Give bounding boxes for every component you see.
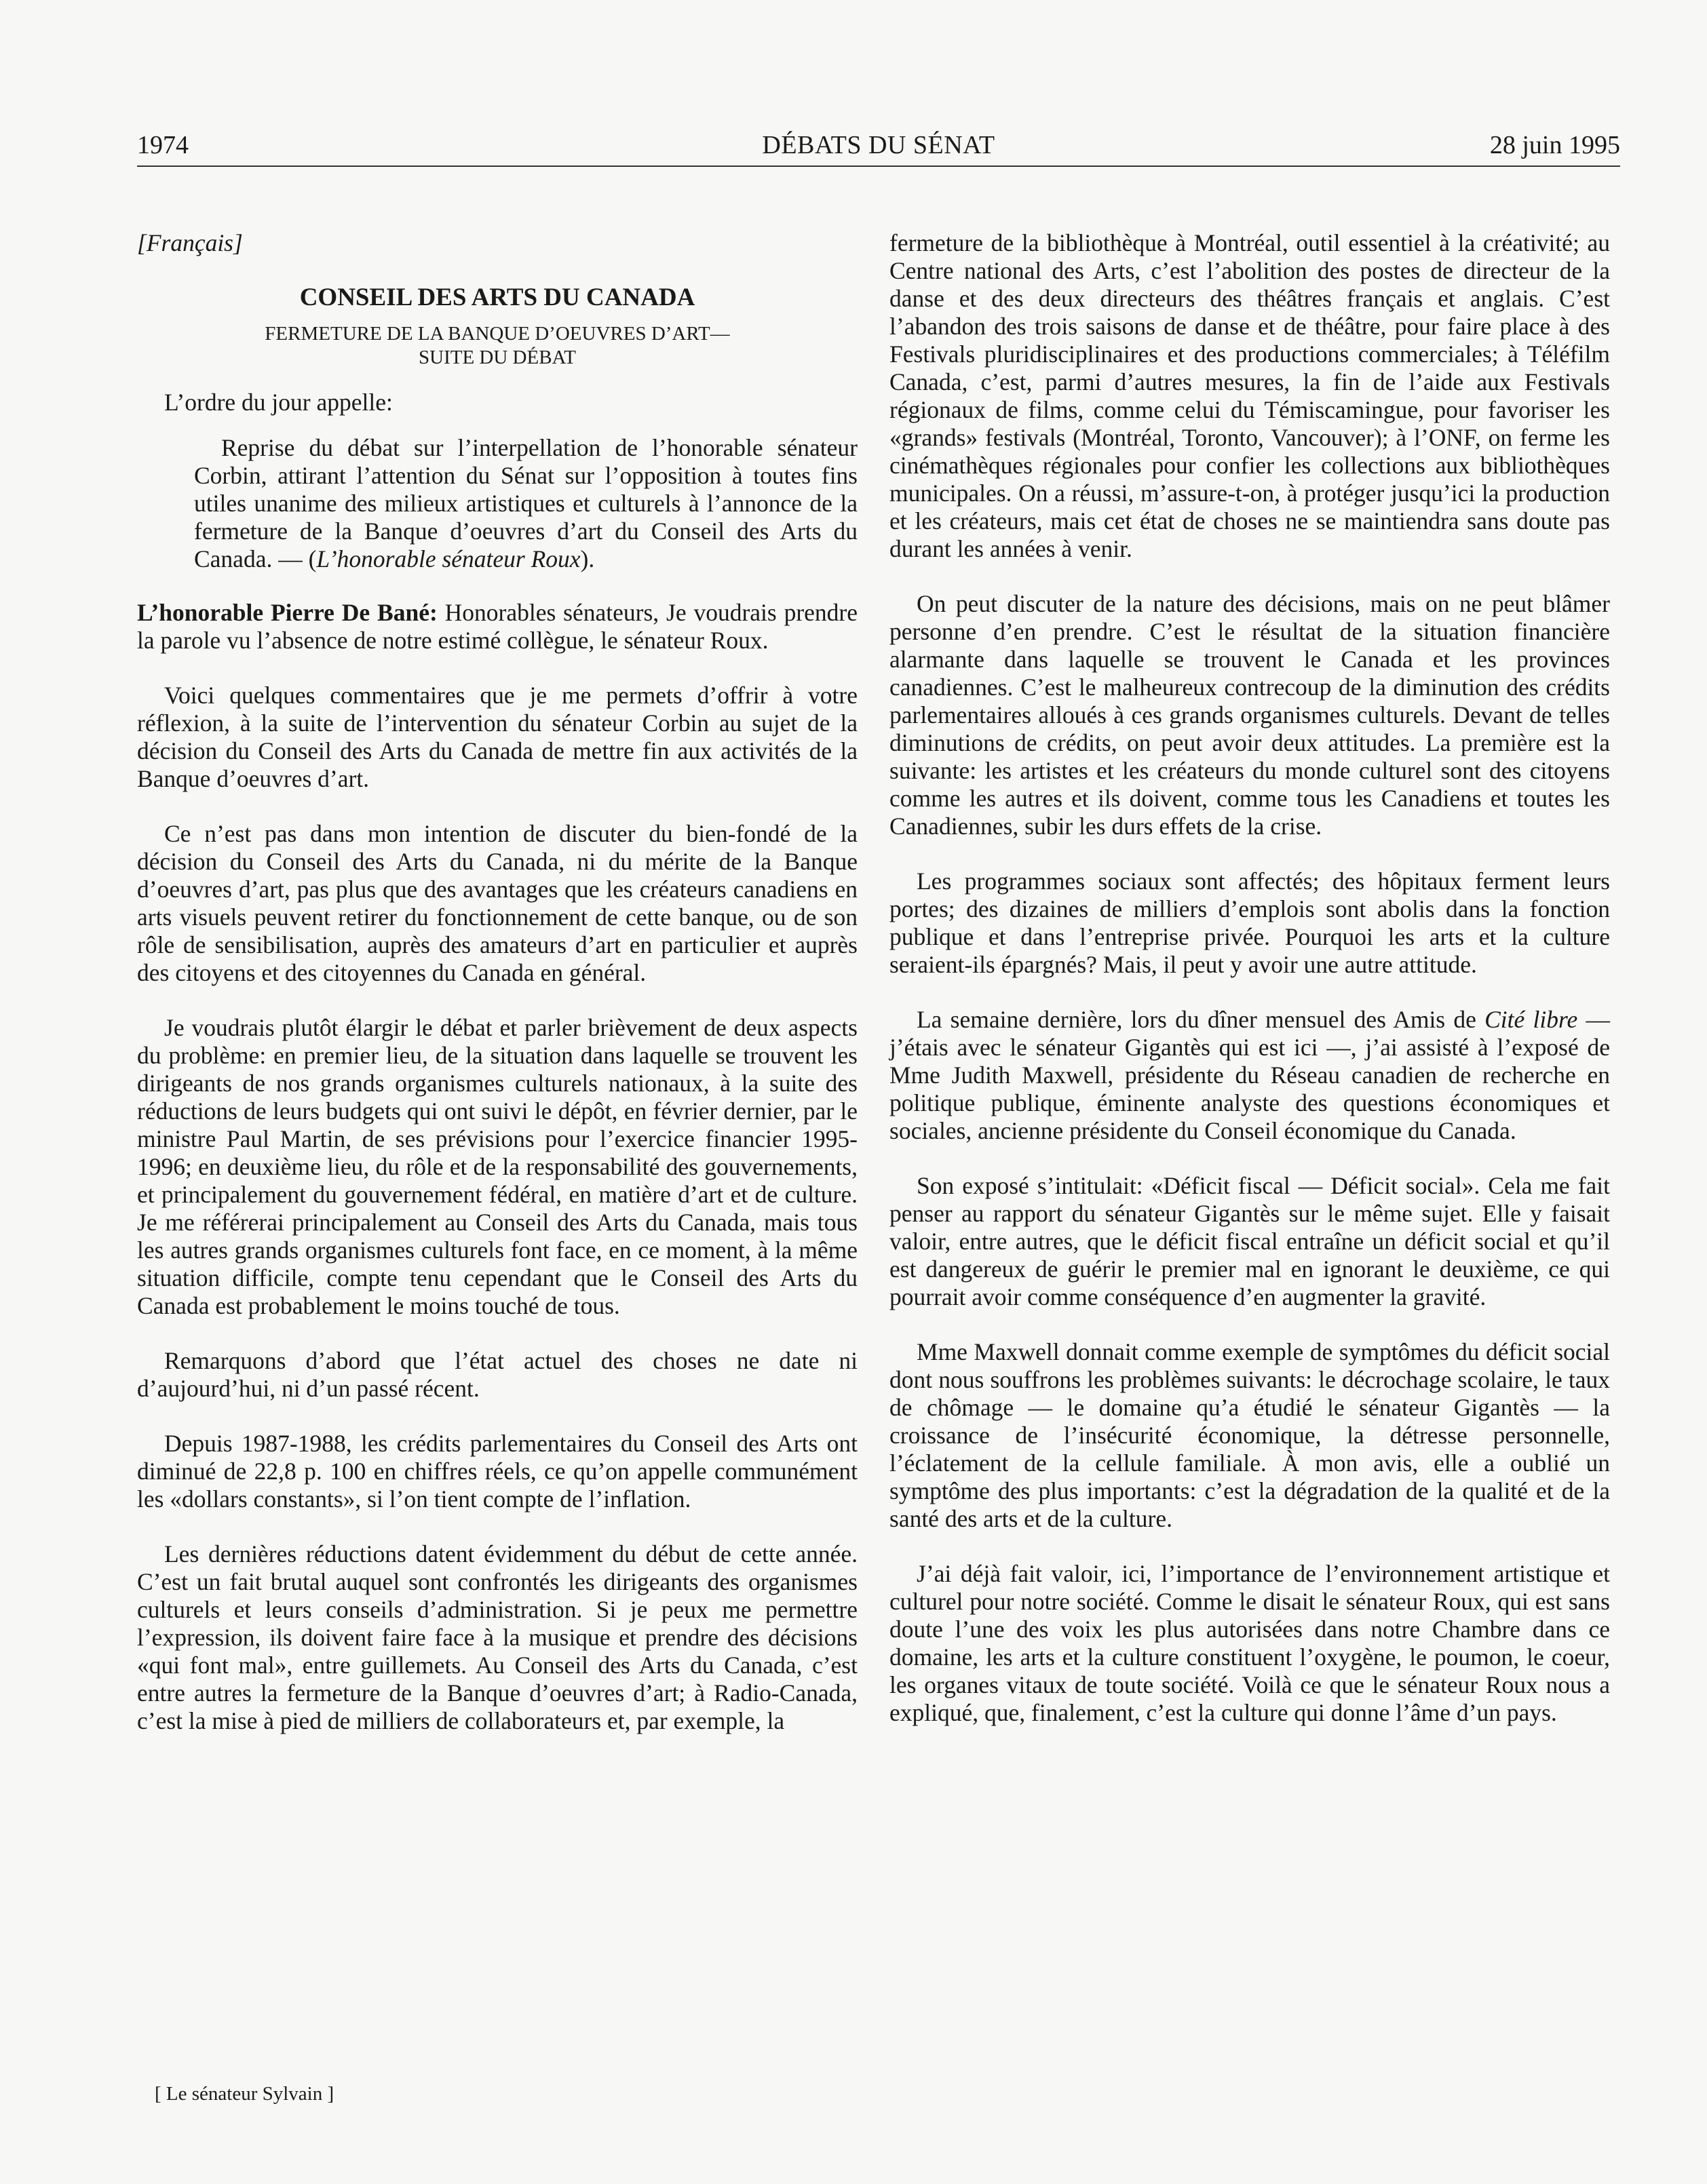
paragraph <box>889 1006 1610 1145</box>
paragraph: Mme Maxwell donnait comme exemple de symptômes du déficit social dont nous souffrons les problèmes suivants: le décrochage scolaire, le taux de chômage — le domaine qu’a étudié le sénateur Gigantès — la croissance de l’insécurité économique, la détresse personnelle, l’éclatement de la cellule familiale. À mon avis, elle a oublié un symptôme des plus importants: c’est la dégradation de la qualité et de la santé des arts et de la culture. <box>889 1338 1610 1532</box>
order-of-day: L’ordre du jour appelle: <box>164 389 393 416</box>
speaker-paragraph <box>137 599 858 655</box>
publication-date: 28 juin 1995 <box>1489 131 1620 159</box>
paragraph-text: La semaine dernière, lors du dîner mensuel des Amis de <box>917 1006 1485 1033</box>
paragraph: Les dernières réductions datent évidemment du début de cette année. C’est un fait brutal auquel sont confrontés les dirigeants des organismes culturels et leurs conseils d’administration. Si je peux me permettre l’expression, ils doivent faire face à la musique et prendre des décisions «qui font mal», entre guillemets. Au Conseil des Arts du Canada, c’est entre autres la fermeture de la Banque d’oeuvres d’art; à Radio-Canada, c’est la mise à pied de milliers de collaborateurs et, par exemple, la <box>137 1540 858 1734</box>
paragraph: J’ai déjà fait valoir, ici, l’importance de l’environnement artistique et culturel pour notre société. Comme le disait le sénateur Roux, qui est sans doute l’une des voix les plus autorisées dans notre Chambre dans ce domaine, les arts et la culture constituent l’oxygène, le poumon, le coeur, les organes vitaux de toute société. Voilà ce que le sénateur Roux nous a expliqué, que, finalement, c’est la culture qui donne l’âme d’un pays. <box>889 1560 1610 1726</box>
page-number: 1974 <box>137 131 189 159</box>
paragraph: Voici quelques commentaires que je me permets d’offrir à votre réflexion, à la suite de l’intervention du sénateur Corbin au sujet de la décision du Conseil des Arts du Canada de mettre fin aux activités de la Banque d’oeuvres d’art. <box>137 682 858 792</box>
left-column <box>137 229 858 1762</box>
paragraph: Ce n’est pas dans mon intention de discuter du bien-fondé de la décision du Conseil des Arts du Canada, ni du mérite de la Banque d’oeuvres d’art, pas plus que des avantages que les créateurs canadiens en arts visuels peuvent retirer du fonctionnement de cette banque, ou de son rôle de sensibilisation, auprès des amateurs d’art en particulier et auprès des citoyens et des citoyennes du Canada en général. <box>137 820 858 986</box>
paragraph: Son exposé s’intitulait: «Déficit fiscal — Déficit social». Cela me fait penser au rapport du sénateur Gigantès sur le même sujet. Elle y faisait valoir, entre autres, que le déficit fiscal entraîne un déficit social et qu’il est dangereux de guérir le premier mal en ignorant le deuxième, ce qui pourrait avoir comme conséquence d’en augmenter la gravité. <box>889 1172 1610 1310</box>
subtitle-line-2: SUITE DU DÉBAT <box>419 347 576 368</box>
speaker-name: L’honorable Pierre De Bané: <box>137 599 438 626</box>
subtitle-line-1: FERMETURE DE LA BANQUE D’OEUVRES D’ART— <box>265 323 730 345</box>
section-title: CONSEIL DES ARTS DU CANADA <box>299 284 695 311</box>
footer-note: [ Le sénateur Sylvain ] <box>155 2083 334 2105</box>
language-marker: [Français] <box>137 229 243 256</box>
publication-title: DÉBATS DU SÉNAT <box>762 131 995 159</box>
page-header <box>137 130 1620 167</box>
paragraph: Les programmes sociaux sont affectés; des hôpitaux ferment leurs portes; des dizaines de milliers d’emplois sont abolis dans la fonction publique et dans l’entreprise privée. Pourquoi les arts et la culture seraient-ils épargnés? Mais, il peut y avoir une autre attitude. <box>889 867 1610 978</box>
section-subtitle <box>137 322 858 370</box>
quote-italic: L’honorable sénateur Roux <box>316 545 581 572</box>
publication-name: Cité libre <box>1484 1006 1578 1033</box>
paragraph: Je voudrais plutôt élargir le débat et parler brièvement de deux aspects du problème: en premier lieu, de la situation dans laquelle se trouvent les dirigeants de nos grands organismes culturels nationaux, à la suite des réductions de leurs budgets qui ont suivi le dépôt, en février dernier, par le ministre Paul Martin, de ses prévisions pour l’exercice financier 1995-1996; en deuxième lieu, du rôle et de la responsabilité des gouvernements, et principalement du gouvernement fédéral, en matière d’art et de culture. Je me référerai principalement au Conseil des Arts du Canada, mais tous les autres grands organismes culturels font face, en ce moment, à la même situation difficile, compte tenu cependant que le Conseil des Arts du Canada est probablement le moins touché de tous. <box>137 1014 858 1319</box>
paragraph: On peut discuter de la nature des décisions, mais on ne peut blâmer personne d’en prendre. C’est le résultat de la situation financière alarmante dans laquelle se trouvent le Canada et les provinces canadiennes. C’est le malheureux contrecoup de la diminution des crédits parlementaires alloués à ces grands organismes culturels. Devant de telles diminutions de crédits, on peut avoir deux attitudes. La première est la suivante: les artistes et les créateurs du monde culturel sont des citoyens comme les autres et ils doivent, comme tous les Canadiens et toutes les Canadiennes, subir les durs effets de la crise. <box>889 590 1610 840</box>
quote-text: Reprise du débat sur l’interpellation de l’honorable sénateur Corbin, attirant l’attention du Sénat sur l’opposition à toutes fins utiles unanime des milieux artistiques et culturels à l’annonce de la fermeture de la Banque d’oeuvres d’art du Conseil des Arts du Canada. — ( <box>194 434 858 572</box>
quote-end: ). <box>580 545 595 572</box>
paragraph-text: — j’étais avec le sénateur Gigantès qui est ici —, j’ai assisté à l’exposé de Mme Judith Maxwell, présidente du Réseau canadien de recherche en politique publique, éminente analyste des questions économiques et sociales, ancienne présidente du Conseil économique du Canada. <box>889 1006 1610 1144</box>
paragraph: Remarquons d’abord que l’état actuel des choses ne date ni d’aujourd’hui, ni d’un passé récent. <box>137 1347 858 1402</box>
paragraph: fermeture de la bibliothèque à Montréal, outil essentiel à la créativité; au Centre national des Arts, c’est l’abolition des postes de directeur de la danse et des deux directeurs des théâtres français et anglais. C’est l’abandon des trois saisons de danse et de théâtre, pour faire place à des Festivals pluridisciplinaires et des productions commerciales; à Téléfilm Canada, c’est, parmi d’autres mesures, la fin de l’aide aux Festivals régionaux de films, comme celui du Témiscamingue, pour favoriser les «grands» festivals (Montréal, Toronto, Vancouver); à l’ONF, on ferme les cinémathèques régionales pour confier les collections aux bibliothèques municipales. On a réussi, m’assure-t-on, à protéger jusqu’ici la production et les créateurs, mais cet état de choses ne se maintiendra sans doute pas durant les années à venir. <box>889 229 1610 562</box>
right-column <box>889 229 1610 1754</box>
speaker-text: Honorables sénateurs, Je voudrais prendre la parole vu l’absence de notre estimé collègue, le sénateur Roux. <box>137 599 858 654</box>
motion-quote <box>194 434 858 573</box>
paragraph: Depuis 1987-1988, les crédits parlementaires du Conseil des Arts ont diminué de 22,8 p. 100 en chiffres réels, ce qu’on appelle communément les «dollars constants», si l’on tient compte de l’inflation. <box>137 1430 858 1513</box>
